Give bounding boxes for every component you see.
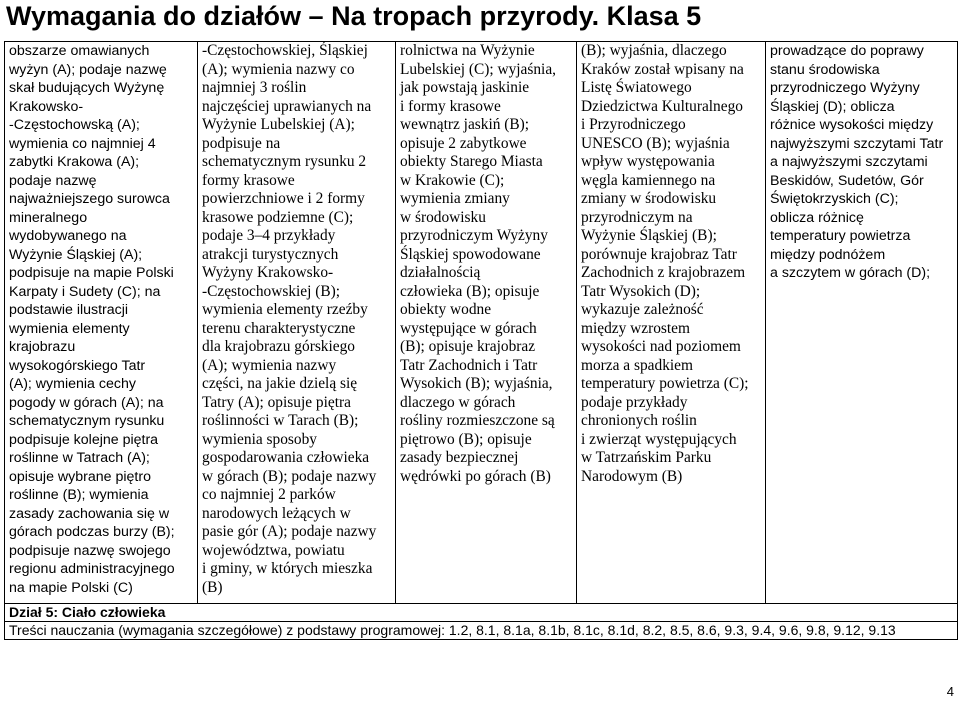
text-line: na mapie Polski (C) [9, 579, 133, 596]
text-line: Narodowym (B) [581, 467, 683, 485]
text-line: górach podczas burzy (B); [9, 524, 175, 540]
text-line: różnice wysokości między [770, 117, 934, 133]
text-line: Wyżyny Krakowsko- [202, 264, 334, 281]
text-line: między podnóżem [770, 246, 886, 263]
text-line: Lubelskiej (C); wyjaśnia, [400, 60, 557, 78]
text-line: działalnością [400, 264, 481, 281]
text-line: (A); wymienia cechy [9, 376, 136, 392]
text-line: Zachodnich z krajobrazem [581, 264, 746, 281]
text-line: wpływ występowania [581, 153, 715, 170]
text-line: podstawie ilustracji [9, 302, 129, 318]
text-line: województwa, powiatu [202, 541, 345, 559]
text-line: mineralnego [9, 209, 88, 226]
text-line: podpisuje na mapie Polski [9, 265, 174, 281]
text-line: podaje nazwę [9, 172, 97, 189]
text-line: roślinności w Tarach (B); [202, 412, 359, 429]
text-line: wyżyn (A); podaje nazwę [9, 61, 167, 78]
text-line: stanu środowiska [770, 61, 880, 78]
text-line: a szczytem w górach (D); [770, 265, 931, 281]
text-line: w Tatrzańskim Parku [581, 449, 712, 466]
text-line: obiekty Starego Miasta [400, 153, 543, 170]
text-line: najmniej 3 roślin [202, 79, 307, 96]
text-line: zabytki Krakowa (A); [9, 154, 140, 170]
text-line: w górach (B); podaje nazwy [202, 467, 377, 485]
text-line: obszarze omawianych [9, 43, 150, 59]
text-line: zasady zachowania się w [9, 505, 170, 522]
text-line: roślinne w Tatrach (A); [9, 450, 150, 466]
section-heading-row [5, 604, 958, 622]
text-line: Dziedzictwa Kulturalnego [581, 97, 743, 115]
text-line: wymienia sposoby [202, 430, 317, 448]
text-line: przyrodniczego Wyżyny [770, 80, 920, 96]
text-line: powierzchniowe i 2 formy [202, 190, 365, 207]
text-line: najczęściej uprawianych na [202, 97, 372, 115]
text-line: Wysokich (B); wyjaśnia, [400, 375, 553, 392]
text-line: Tatry (A); opisuje piętra [202, 393, 351, 411]
requirements-column-2 [198, 42, 396, 604]
text-line: wędrówki po górach (B) [400, 467, 551, 485]
text-line: Śląskiej (D); oblicza [770, 98, 895, 115]
text-line: wymienia zmiany [400, 190, 510, 207]
text-line: Wyżynie Lubelskiej (A); [202, 116, 355, 133]
text-line: chronionych roślin [581, 412, 697, 429]
text-line: w Krakowie (C); [400, 171, 505, 189]
requirements-row [5, 42, 958, 604]
text-line: występujące w górach [400, 319, 537, 337]
requirements-column-5 [766, 42, 958, 604]
text-line: prowadzące do poprawy [770, 43, 924, 59]
text-line: najważniejszego surowca [9, 191, 170, 207]
text-line: Śląskiej spowodowane [400, 245, 541, 263]
text-line: pogody w górach (A); na [9, 394, 164, 411]
text-line: rośliny rozmieszczone są [400, 412, 555, 429]
text-line: narodowych leżących w [202, 504, 351, 522]
text-line: między wzrostem [581, 319, 690, 337]
text-line: Listę Światowego [581, 79, 692, 96]
text-line: wewnątrz jaskiń (B); [400, 116, 530, 133]
text-line: jak powstają jaskinie [400, 79, 530, 96]
text-line: części, na jakie dzielą się [202, 375, 358, 392]
text-line: podaje przykłady [581, 393, 688, 411]
text-line: terenu charakterystyczne [202, 319, 356, 337]
text-line: wymienia co najmniej 4 [9, 135, 156, 152]
text-line: przyrodniczym Wyżyny [400, 227, 548, 244]
text-line: krasowe podziemne (C); [202, 208, 354, 226]
text-line: temperatury powietrza [770, 228, 911, 244]
text-line: i zwierząt występujących [581, 430, 737, 448]
text-line: zmiany w środowisku [581, 190, 717, 207]
section-content: Treści nauczania (wymagania szczegółowe) z podstawy programowej: 1.2, 8.1, 8.1a, 8.1b, 8.1c, 8.1d, 8.2, 8.5, 8.6, 9.3, 9.4, 9.6, 9.8, 9.12, 9.13 [5, 622, 958, 640]
text-line: człowieka (B); opisuje [400, 282, 540, 300]
text-line: i gminy, w których mieszka [202, 560, 373, 577]
text-line: Tatr Wysokich (D); [581, 282, 701, 300]
text-line: (A); wymienia nazwy co [202, 60, 355, 78]
text-line: i Przyrodniczego [581, 116, 686, 133]
section-content-row [5, 622, 958, 640]
text-line: (A); wymienia nazwy [202, 356, 337, 374]
text-line: wymienia elementy [9, 320, 130, 337]
requirements-table [4, 41, 958, 640]
text-line: opisuje 2 zabytkowe [400, 134, 527, 152]
text-line: wydobywanego na [9, 228, 127, 244]
text-line: roślinne (B); wymienia [9, 487, 149, 503]
text-line: Krakowsko- [9, 98, 84, 115]
text-line: Kraków został wpisany na [581, 60, 744, 78]
text-line: (B) [202, 578, 223, 596]
text-line: podaje 3–4 przykłady [202, 227, 336, 244]
text-line: wykazuje zależność [581, 301, 704, 318]
requirements-column-1 [5, 42, 198, 604]
text-line: wysokości nad poziomem [581, 338, 741, 355]
text-line: (B); opisuje krajobraz [400, 338, 536, 355]
text-line: i formy krasowe [400, 97, 501, 115]
text-line: UNESCO (B); wyjaśnia [581, 134, 730, 152]
section-heading: Dział 5: Ciało człowieka [5, 604, 958, 622]
page-number: 4 [946, 684, 954, 699]
text-line: morza a spadkiem [581, 356, 693, 374]
text-line: co najmniej 2 parków [202, 486, 336, 503]
text-line: Karpaty i Sudety (C); na [9, 283, 161, 300]
text-line: w środowisku [400, 208, 486, 226]
text-line: atrakcji turystycznych [202, 245, 339, 263]
text-line: podpisuje na [202, 134, 281, 152]
text-line: wysokogórskiego Tatr [9, 357, 146, 374]
text-line: Wyżynie Śląskiej (A); [9, 246, 143, 263]
text-line: obiekty wodne [400, 301, 492, 318]
page-title: Wymagania do działów – Na tropach przyrody. Klasa 5 [6, 1, 702, 31]
requirements-column-4 [577, 42, 766, 604]
text-line: schematycznym rysunku [9, 413, 165, 429]
text-line: schematycznym rysunku 2 [202, 153, 367, 170]
text-line: Beskidów, Sudetów, Gór [770, 172, 924, 189]
text-line: zasady bezpiecznej [400, 449, 519, 466]
text-line: formy krasowe [202, 171, 295, 189]
text-line: -Częstochowską (A); [9, 117, 140, 133]
text-line: węgla kamiennego na [581, 171, 716, 189]
text-line: piętrowo (B); opisuje [400, 430, 532, 448]
text-line: dla krajobrazu górskiego [202, 338, 355, 355]
text-line: a najwyższymi szczytami [770, 154, 928, 170]
text-line: rolnictwa na Wyżynie [400, 42, 535, 59]
text-line: gospodarowania człowieka [202, 449, 370, 466]
text-line: oblicza różnicę [770, 209, 864, 226]
text-line: pasie gór (A); podaje nazwy [202, 523, 377, 540]
text-line: Tatr Zachodnich i Tatr [400, 356, 538, 374]
text-line: opisuje wybrane piętro [9, 468, 151, 485]
text-line: Świętokrzyskich (C); [770, 191, 899, 207]
text-line: krajobrazu [9, 339, 76, 355]
text-line: regionu administracyjnego [9, 561, 175, 577]
requirements-column-3 [396, 42, 577, 604]
text-line: -Częstochowskiej (B); [202, 282, 341, 300]
text-line: Wyżynie Śląskiej (B); [581, 227, 717, 244]
text-line: podpisuje kolejne piętra [9, 431, 159, 448]
text-line: wymienia elementy rzeźby [202, 301, 368, 318]
text-line: podpisuje nazwę swojego [9, 542, 171, 559]
text-line: najwyższymi szczytami Tatr [770, 135, 944, 152]
text-line: -Częstochowskiej, Śląskiej [202, 42, 368, 59]
text-line: przyrodniczym na [581, 208, 693, 226]
text-line: (B); wyjaśnia, dlaczego [581, 42, 727, 59]
text-line: porównuje krajobraz Tatr [581, 245, 737, 263]
text-line: dlaczego w górach [400, 393, 516, 411]
text-line: skał budujących Wyżynę [9, 80, 165, 96]
text-line: temperatury powietrza (C); [581, 375, 749, 392]
